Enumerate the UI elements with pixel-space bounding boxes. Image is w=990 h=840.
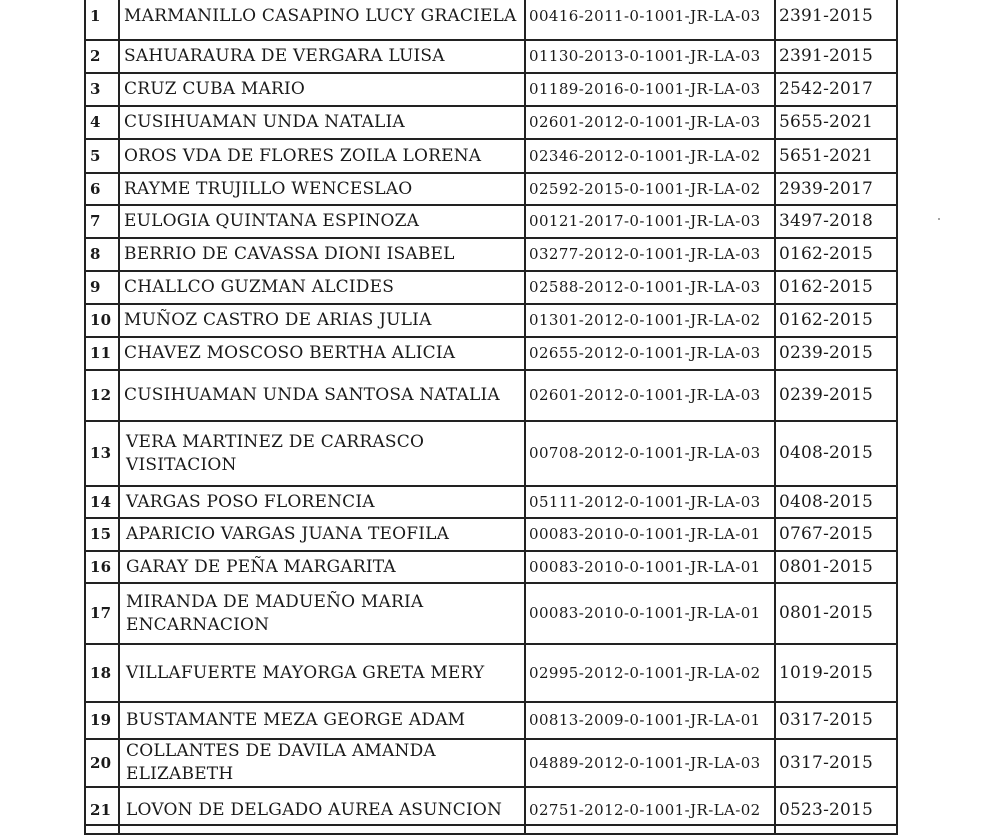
beneficiary-name: CHAVEZ MOSCOSO BERTHA ALICIA xyxy=(119,337,525,370)
resolution-number: 0767-2015 xyxy=(775,518,897,551)
resolution-number: 5651-2021 xyxy=(775,139,897,173)
row-number: 16 xyxy=(85,551,119,583)
row-number: 10 xyxy=(85,304,119,337)
resolution-number: 0408-2015 xyxy=(775,486,897,518)
table-row xyxy=(85,0,897,40)
beneficiary-name: EULOGIA QUINTANA ESPINOZA xyxy=(119,205,525,238)
table-row xyxy=(85,551,897,583)
table-row xyxy=(85,739,897,787)
beneficiary-name: RAYME TRUJILLO WENCESLAO xyxy=(119,173,525,205)
resolution-number: 3497-2018 xyxy=(775,205,897,238)
beneficiary-name: CRUZ CUBA MARIO xyxy=(119,73,525,106)
table-row xyxy=(85,139,897,173)
beneficiary-name: CUSIHUAMAN UNDA SANTOSA NATALIA xyxy=(119,370,525,421)
case-file-number: 00121-2017-0-1001-JR-LA-03 xyxy=(525,205,775,238)
row-number: 20 xyxy=(85,739,119,787)
beneficiary-name: COLLANTES DE DAVILA AMANDA ELIZABETH xyxy=(119,739,525,787)
table-row xyxy=(85,271,897,304)
resolution-number: 5655-2021 xyxy=(775,106,897,139)
table-row xyxy=(85,238,897,271)
beneficiary-name: MUÑOZ CASTRO DE ARIAS JULIA xyxy=(119,304,525,337)
resolution-number: 0408-2015 xyxy=(775,421,897,486)
table-row xyxy=(85,702,897,739)
table-row xyxy=(85,787,897,834)
row-number: 11 xyxy=(85,337,119,370)
row-number: 6 xyxy=(85,173,119,205)
table-row xyxy=(85,337,897,370)
case-file-number: 03277-2012-0-1001-JR-LA-03 xyxy=(525,238,775,271)
row-number: 2 xyxy=(85,40,119,73)
row-number: 14 xyxy=(85,486,119,518)
row-number: 17 xyxy=(85,583,119,644)
row-number: 15 xyxy=(85,518,119,551)
resolution-number: 2542-2017 xyxy=(775,73,897,106)
case-file-number: 01301-2012-0-1001-JR-LA-02 xyxy=(525,304,775,337)
beneficiary-name: VARGAS POSO FLORENCIA xyxy=(119,486,525,518)
row-number: 12 xyxy=(85,370,119,421)
resolution-number: 0801-2015 xyxy=(775,583,897,644)
scan-speck xyxy=(938,218,940,220)
row-number: 19 xyxy=(85,702,119,739)
resolution-number: 1019-2015 xyxy=(775,644,897,702)
row-number: 18 xyxy=(85,644,119,702)
beneficiary-name: GARAY DE PEÑA MARGARITA xyxy=(119,551,525,583)
beneficiaries-table xyxy=(84,0,898,835)
case-file-number: 00083-2010-0-1001-JR-LA-01 xyxy=(525,583,775,644)
case-file-number: 04889-2012-0-1001-JR-LA-03 xyxy=(525,739,775,787)
resolution-number: 0239-2015 xyxy=(775,337,897,370)
case-file-number: 00708-2012-0-1001-JR-LA-03 xyxy=(525,421,775,486)
beneficiary-name: APARICIO VARGAS JUANA TEOFILA xyxy=(119,518,525,551)
resolution-number: 2939-2017 xyxy=(775,173,897,205)
table-row xyxy=(85,370,897,421)
case-file-number: 02592-2015-0-1001-JR-LA-02 xyxy=(525,173,775,205)
case-file-number: 02601-2012-0-1001-JR-LA-03 xyxy=(525,370,775,421)
table-row xyxy=(85,583,897,644)
row-number: 7 xyxy=(85,205,119,238)
case-file-number: 02655-2012-0-1001-JR-LA-03 xyxy=(525,337,775,370)
resolution-number: 0317-2015 xyxy=(775,739,897,787)
row-number: 21 xyxy=(85,787,119,834)
case-file-number: 01189-2016-0-1001-JR-LA-03 xyxy=(525,73,775,106)
table-row xyxy=(85,486,897,518)
case-file-number: 02588-2012-0-1001-JR-LA-03 xyxy=(525,271,775,304)
table-bottom-border xyxy=(84,824,896,826)
beneficiary-name: BERRIO DE CAVASSA DIONI ISABEL xyxy=(119,238,525,271)
beneficiary-name: VILLAFUERTE MAYORGA GRETA MERY xyxy=(119,644,525,702)
beneficiary-name: BUSTAMANTE MEZA GEORGE ADAM xyxy=(119,702,525,739)
row-number: 8 xyxy=(85,238,119,271)
row-number: 5 xyxy=(85,139,119,173)
case-file-number: 05111-2012-0-1001-JR-LA-03 xyxy=(525,486,775,518)
table-row xyxy=(85,173,897,205)
case-file-number: 02346-2012-0-1001-JR-LA-02 xyxy=(525,139,775,173)
table-row xyxy=(85,205,897,238)
row-number: 13 xyxy=(85,421,119,486)
resolution-number: 0162-2015 xyxy=(775,304,897,337)
table-row xyxy=(85,304,897,337)
row-number: 4 xyxy=(85,106,119,139)
resolution-number: 0239-2015 xyxy=(775,370,897,421)
case-file-number: 01130-2013-0-1001-JR-LA-03 xyxy=(525,40,775,73)
case-file-number: 02995-2012-0-1001-JR-LA-02 xyxy=(525,644,775,702)
table-row xyxy=(85,518,897,551)
resolution-number: 0162-2015 xyxy=(775,238,897,271)
resolution-number: 0317-2015 xyxy=(775,702,897,739)
table-row xyxy=(85,106,897,139)
row-number: 9 xyxy=(85,271,119,304)
case-file-number: 00813-2009-0-1001-JR-LA-01 xyxy=(525,702,775,739)
beneficiary-name: SAHUARAURA DE VERGARA LUISA xyxy=(119,40,525,73)
beneficiary-name: OROS VDA DE FLORES ZOILA LORENA xyxy=(119,139,525,173)
row-number: 3 xyxy=(85,73,119,106)
beneficiary-name: LOVON DE DELGADO AUREA ASUNCION xyxy=(119,787,525,834)
resolution-number: 2391-2015 xyxy=(775,0,897,40)
case-file-number: 02751-2012-0-1001-JR-LA-02 xyxy=(525,787,775,834)
table-row xyxy=(85,421,897,486)
beneficiary-name: CHALLCO GUZMAN ALCIDES xyxy=(119,271,525,304)
beneficiary-name: VERA MARTINEZ DE CARRASCO VISITACION xyxy=(119,421,525,486)
resolution-number: 0162-2015 xyxy=(775,271,897,304)
table-row xyxy=(85,644,897,702)
table-row xyxy=(85,40,897,73)
case-file-number: 00083-2010-0-1001-JR-LA-01 xyxy=(525,551,775,583)
beneficiary-name: MARMANILLO CASAPINO LUCY GRACIELA xyxy=(119,0,525,40)
beneficiary-name: CUSIHUAMAN UNDA NATALIA xyxy=(119,106,525,139)
case-file-number: 00416-2011-0-1001-JR-LA-03 xyxy=(525,0,775,40)
resolution-number: 0801-2015 xyxy=(775,551,897,583)
case-file-number: 00083-2010-0-1001-JR-LA-01 xyxy=(525,518,775,551)
resolution-number: 2391-2015 xyxy=(775,40,897,73)
table-row xyxy=(85,73,897,106)
case-file-number: 02601-2012-0-1001-JR-LA-03 xyxy=(525,106,775,139)
beneficiary-name: MIRANDA DE MADUEÑO MARIA ENCARNACION xyxy=(119,583,525,644)
row-number: 1 xyxy=(85,0,119,40)
resolution-number: 0523-2015 xyxy=(775,787,897,834)
